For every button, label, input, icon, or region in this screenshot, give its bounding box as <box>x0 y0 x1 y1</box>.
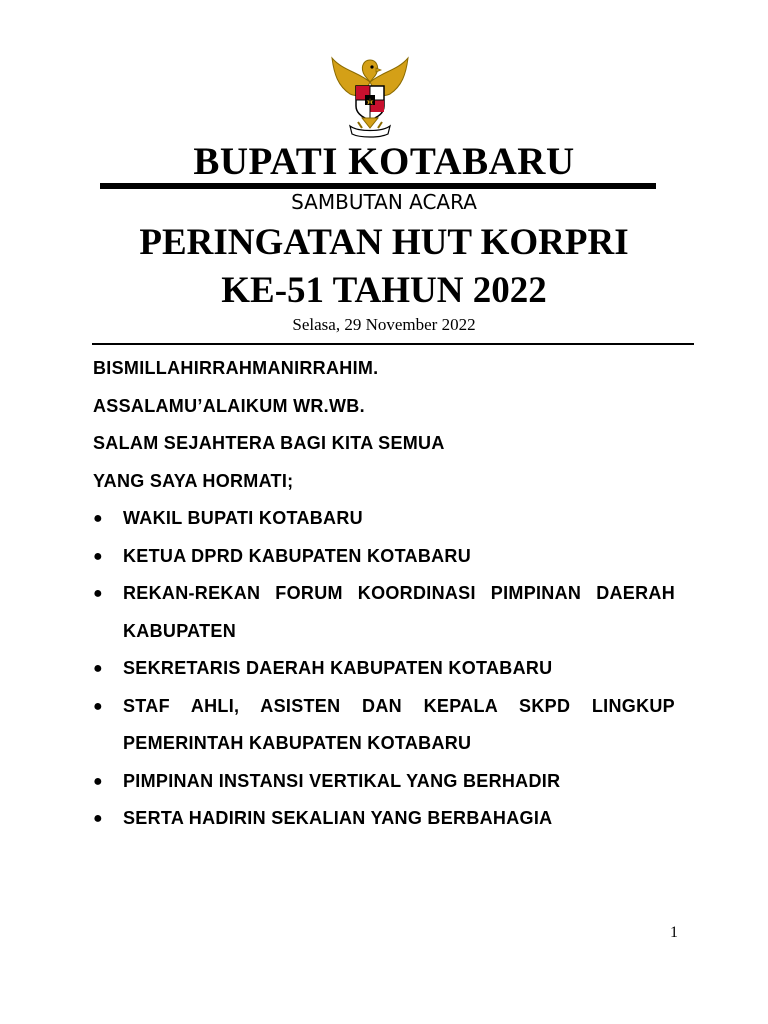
document-subtitle: SAMBUTAN ACARA <box>291 190 477 214</box>
honoree-text: REKAN-REKAN FORUM KOORDINASI PIMPINAN DAERAH KABUPATEN <box>123 583 675 641</box>
greeting-line: SALAM SEJAHTERA BAGI KITA SEMUA <box>93 433 445 453</box>
garuda-pancasila-emblem <box>328 52 412 138</box>
greeting-line: ASSALAMU’ALAIKUM WR.WB. <box>93 395 365 416</box>
list-item <box>93 688 675 763</box>
list-item <box>93 763 675 801</box>
bullet-icon: ● <box>93 585 103 602</box>
honoree-text: WAKIL BUPATI KOTABARU <box>123 508 363 528</box>
honoree-list <box>93 500 675 838</box>
greeting-line: BISMILLAHIRRAHMANIRRAHIM. <box>93 358 379 378</box>
greeting-line: YANG SAYA HORMATI; <box>93 470 294 491</box>
honoree-text: KETUA DPRD KABUPATEN KOTABARU <box>123 545 472 566</box>
bullet-icon: ● <box>93 510 103 527</box>
page-number: 1 <box>670 924 678 941</box>
event-heading-line-2: KE-51 TAHUN 2022 <box>221 270 547 311</box>
list-item <box>93 575 675 650</box>
bullet-icon: ● <box>93 697 103 715</box>
honoree-text: PIMPINAN INSTANSI VERTIKAL YANG BERHADIR <box>123 770 561 791</box>
event-heading-line-1: PERINGATAN HUT KORPRI <box>139 222 629 263</box>
list-item <box>93 500 675 538</box>
honoree-text: STAF AHLI, ASISTEN DAN KEPALA SKPD LINGKUP PEMERINTAH KABUPATEN KOTABARU <box>123 695 675 753</box>
header-divider <box>92 343 694 345</box>
bullet-icon: ● <box>93 547 103 565</box>
bullet-icon: ● <box>93 772 103 790</box>
list-item <box>93 650 675 688</box>
event-date: Selasa, 29 November 2022 <box>292 315 476 334</box>
greeting-block <box>93 350 675 500</box>
honoree-text: SEKRETARIS DAERAH KABUPATEN KOTABARU <box>123 658 553 678</box>
list-item <box>93 800 675 838</box>
honoree-text: SERTA HADIRIN SEKALIAN YANG BERBAHAGIA <box>123 808 553 828</box>
bullet-icon: ● <box>93 810 103 827</box>
list-item <box>93 538 675 576</box>
bullet-icon: ● <box>93 660 103 677</box>
document-title: BUPATI KOTABARU <box>193 140 575 183</box>
